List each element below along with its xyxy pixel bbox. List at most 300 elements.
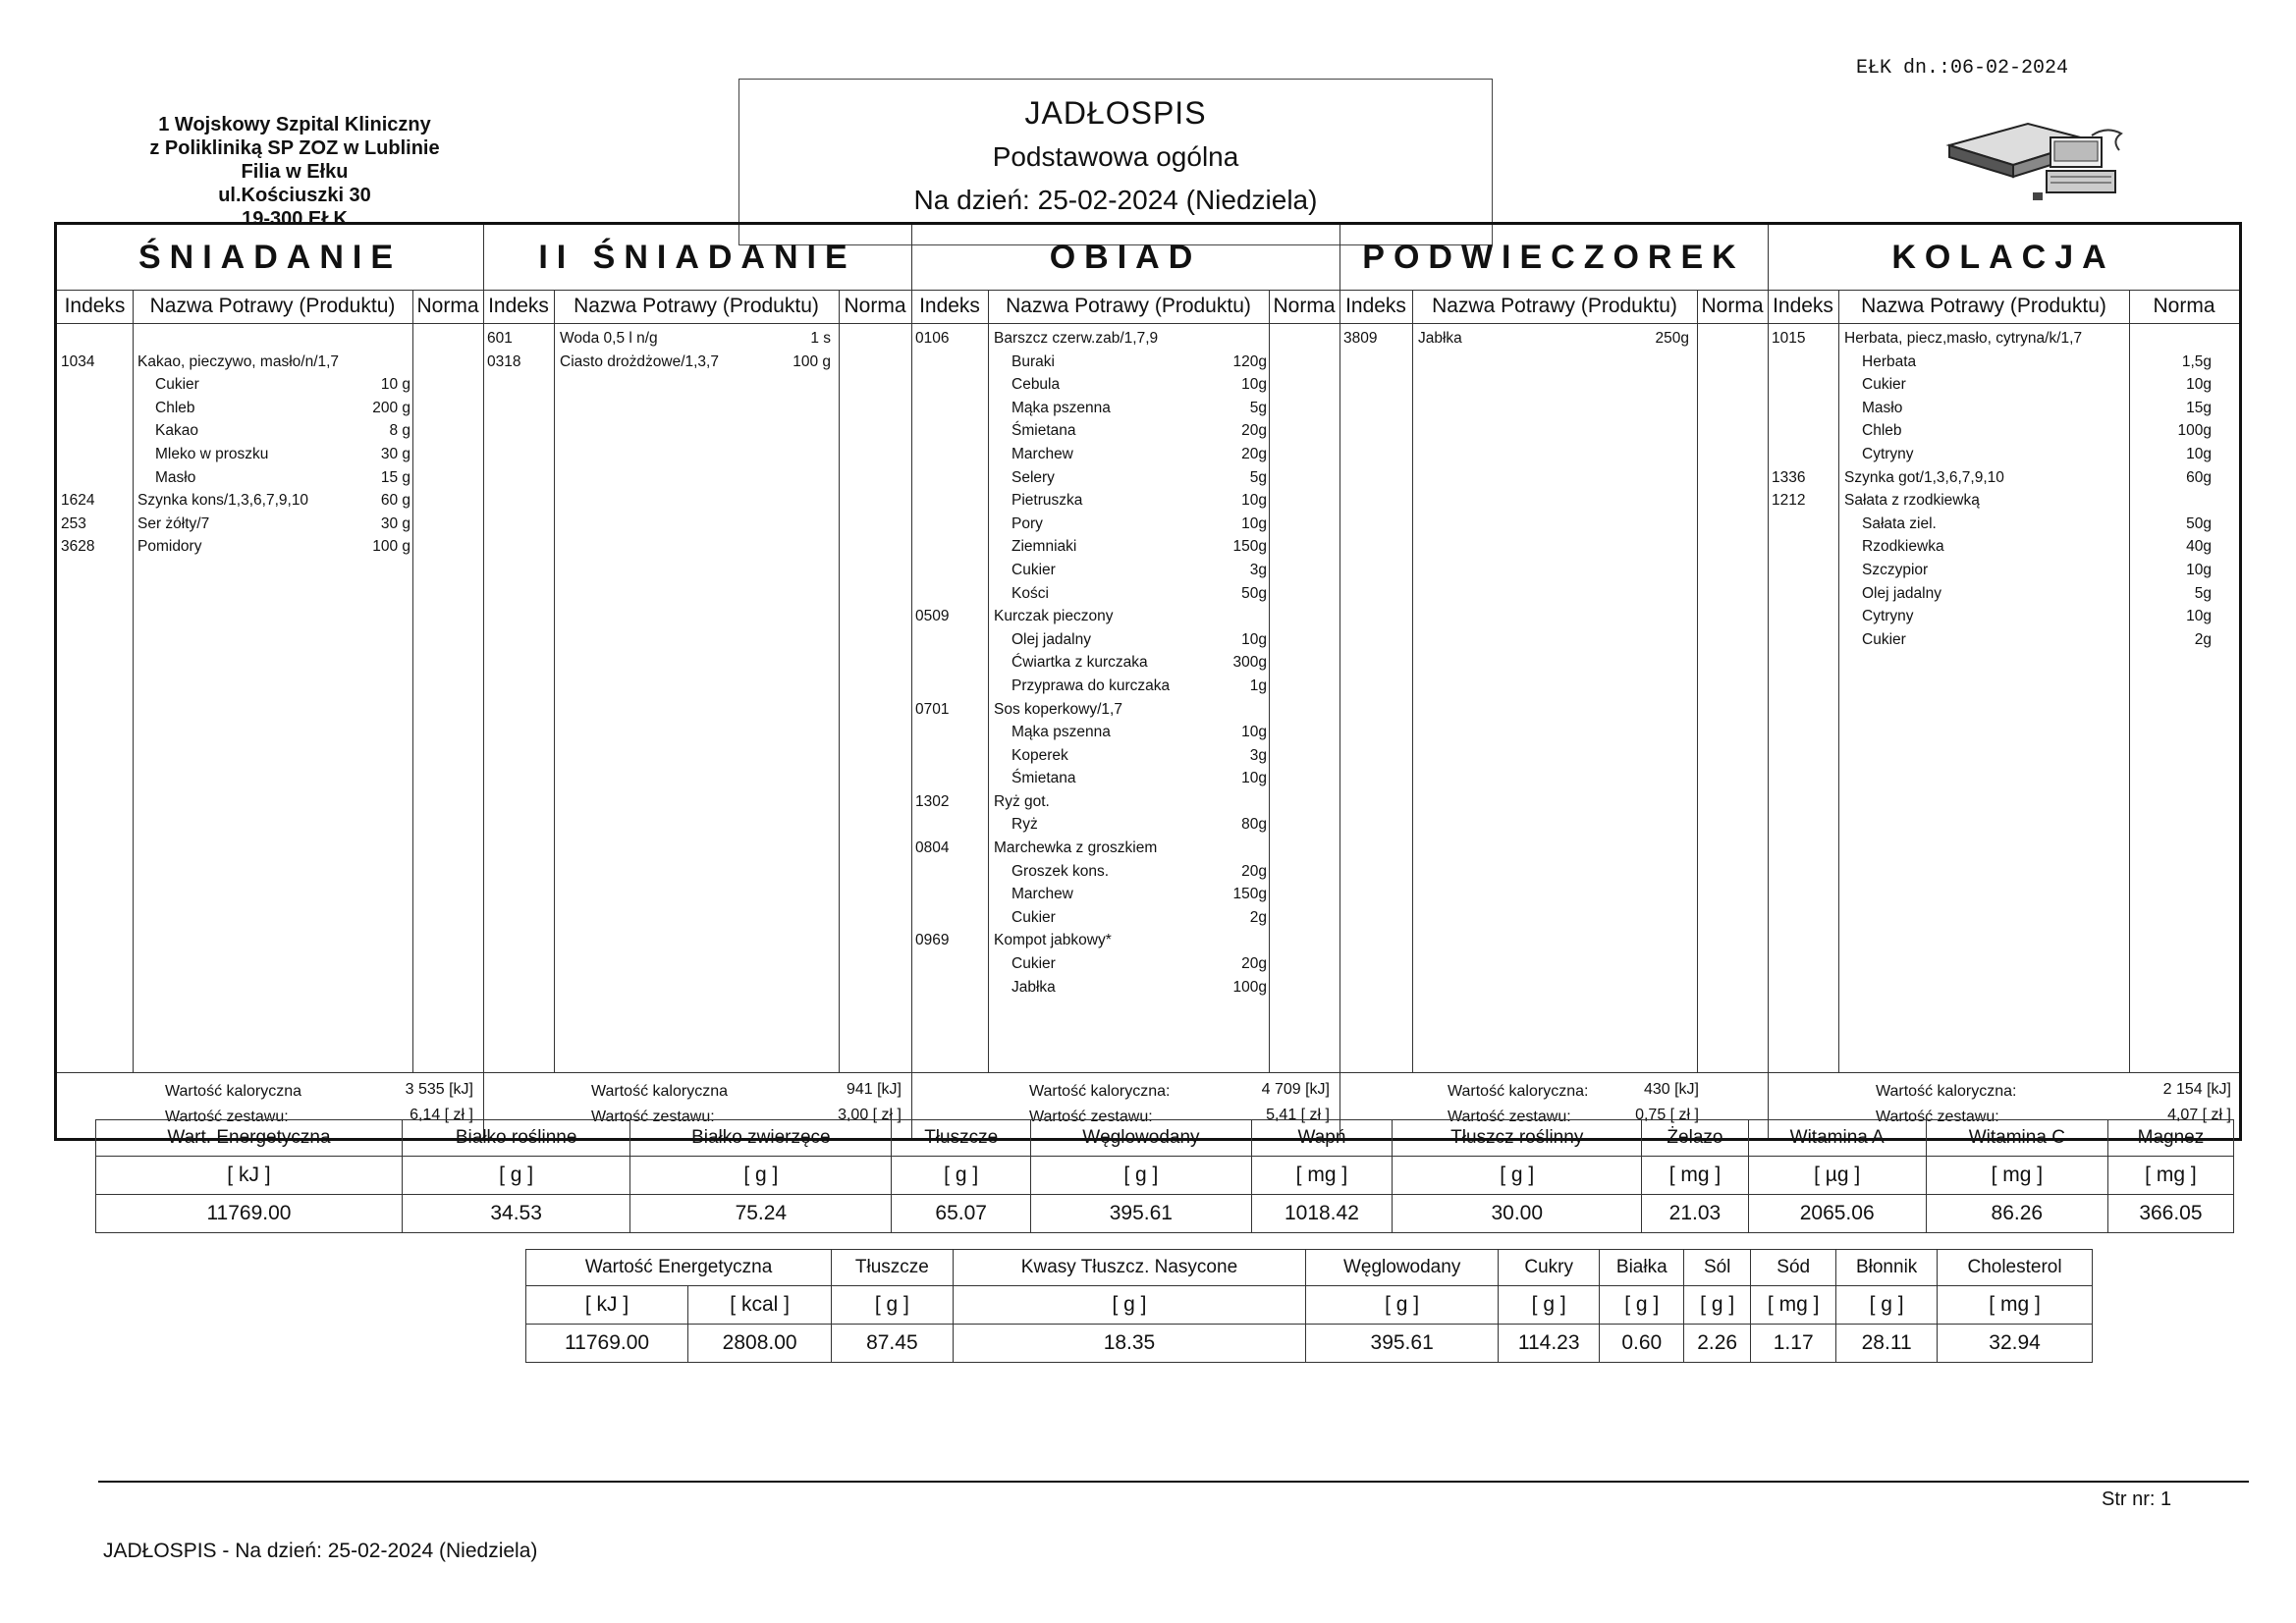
menu-row: [57, 419, 483, 443]
menu-row-name: Mąka pszenna: [1011, 724, 1111, 741]
menu-row: [911, 698, 1339, 722]
menu-row-name: Pory: [1011, 514, 1043, 532]
menu-row-name: Cebula: [1011, 376, 1061, 394]
menu-row-name: Śmietana: [1011, 770, 1076, 787]
menu-row-norma: 5g: [1249, 399, 1267, 416]
header-index: Indeks: [1768, 290, 1839, 323]
menu-row: [1768, 351, 2239, 374]
menu-row: [911, 976, 1339, 1000]
nutrition2-header: Wartość Energetyczna: [526, 1250, 832, 1286]
menu-row: [1768, 327, 2239, 351]
menu-row: [911, 513, 1339, 536]
nutrition-header: Wart. Energetyczna: [96, 1120, 403, 1157]
nutrition-value: 21.03: [1642, 1195, 1748, 1233]
menu-row-norma: 10g: [1241, 514, 1267, 532]
menu-row-index: 0318: [487, 352, 521, 370]
hospital-name: 1 Wojskowy Szpital Kliniczny: [158, 114, 431, 135]
menu-row: [911, 443, 1339, 466]
menu-row-name: Ryż got.: [994, 792, 1050, 810]
menu-row-norma: 10g: [1241, 376, 1267, 394]
column-headers: [911, 290, 1339, 324]
nutrition-unit-row: [96, 1157, 2234, 1195]
zest-label: Wartość zestawu:: [1029, 1109, 1153, 1125]
nutrition2-value: 87.45: [832, 1325, 953, 1363]
menu-row-norma: 2g: [1249, 908, 1267, 926]
menu-row-norma: 10g: [1241, 770, 1267, 787]
meal-rows: [1768, 327, 2239, 651]
menu-row-name: Mleko w proszku: [155, 445, 269, 462]
meal-rows: [483, 327, 911, 373]
menu-row-name: Kompot jabkowy*: [994, 932, 1112, 949]
menu-row: [57, 466, 483, 490]
nutrition-unit: [ mg ]: [1251, 1157, 1393, 1195]
menu-row: [911, 860, 1339, 884]
nutrition2-unit: [ g ]: [832, 1286, 953, 1325]
document-title: JADŁOSPIS: [1024, 95, 1207, 131]
menu-row-name: Koperek: [1011, 746, 1068, 764]
header-norma: Norma: [2153, 295, 2215, 317]
nutrition-value: 75.24: [630, 1195, 892, 1233]
menu-row-norma: 5g: [2194, 584, 2212, 602]
menu-row: [57, 443, 483, 466]
menu-row-name: Pomidory: [137, 538, 202, 556]
menu-row-norma: 250g: [1655, 330, 1689, 347]
nutrition-unit: [ µg ]: [1748, 1157, 1926, 1195]
menu-row: [911, 675, 1339, 698]
nutrition-header-row: [96, 1120, 2234, 1157]
menu-row-name: Rzodkiewka: [1862, 538, 1944, 556]
nutrition2-value: 28.11: [1836, 1325, 1938, 1363]
zest-value: 3,00 [ zł ]: [838, 1107, 902, 1123]
nutrition-header: Magnez: [2107, 1120, 2233, 1157]
menu-row-name: Herbata: [1862, 352, 1917, 370]
nutrition2-header: Węglowodany: [1306, 1250, 1499, 1286]
nutrition2-value: 11769.00: [526, 1325, 688, 1363]
menu-row-norma: 20g: [1241, 955, 1267, 973]
menu-row-name: Masło: [1862, 399, 1903, 416]
nutrition2-unit: [ mg ]: [1938, 1286, 2093, 1325]
menu-row-name: Marchewka z groszkiem: [994, 839, 1158, 857]
menu-row: [911, 721, 1339, 744]
kal-value: 4 709 [kJ]: [1261, 1081, 1330, 1098]
menu-row: [1768, 535, 2239, 559]
menu-row-norma: 10g: [2186, 608, 2212, 625]
column-headers: [57, 290, 483, 324]
header-norma: Norma: [1701, 295, 1764, 317]
menu-row-name: Cukier: [1862, 630, 1906, 648]
nutrition2-header: Cholesterol: [1938, 1250, 2093, 1286]
menu-row-name: Marchew: [1011, 886, 1073, 903]
menu-row: [1768, 489, 2239, 513]
nutrition2-header: Kwasy Tłuszcz. Nasycone: [953, 1250, 1306, 1286]
menu-row-norma: 8 g: [389, 422, 410, 440]
nutrition-header: Witamina A: [1748, 1120, 1926, 1157]
menu-row: [1768, 373, 2239, 397]
nutrition-header: Białko roślinne: [402, 1120, 629, 1157]
meal-title: II ŚNIADANIE: [483, 225, 911, 291]
menu-row-index: 1212: [1772, 492, 1806, 510]
nutrition2-header: Błonnik: [1836, 1250, 1938, 1286]
nutrition2-header: Tłuszcze: [832, 1250, 953, 1286]
diet-name: Podstawowa ogólna: [992, 141, 1239, 172]
menu-row-norma: 300g: [1232, 654, 1267, 672]
zest-value: 4,07 [ zł ]: [2167, 1107, 2231, 1123]
kal-value: 3 535 [kJ]: [405, 1081, 473, 1098]
menu-row: [911, 628, 1339, 652]
menu-row-index: 0106: [915, 330, 950, 347]
menu-row: [911, 351, 1339, 374]
hospital-street: ul.Kościuszki 30: [218, 185, 371, 206]
nutrition-value: 2065.06: [1748, 1195, 1926, 1233]
menu-row-norma: 150g: [1232, 886, 1267, 903]
menu-row-norma: 10g: [1241, 630, 1267, 648]
nutrition2-unit: [ kcal ]: [688, 1286, 832, 1325]
menu-row: [1768, 582, 2239, 606]
header-name: Nazwa Potrawy (Produktu): [1838, 290, 2130, 323]
menu-row-name: Jabłka: [1011, 978, 1056, 996]
menu-row: [911, 419, 1339, 443]
nutrition-unit: [ kJ ]: [96, 1157, 403, 1195]
zest-value: 6,14 [ zł ]: [410, 1107, 473, 1123]
menu-row-index: 3628: [61, 538, 95, 556]
nutrition-header: Tłuszcz roślinny: [1393, 1120, 1642, 1157]
menu-row: [57, 397, 483, 420]
menu-row-name: Kakao: [155, 422, 198, 440]
menu-row-name: Olej jadalny: [1862, 584, 1941, 602]
hospital-branch: Filia w Ełku: [241, 161, 349, 183]
menu-row-name: Cukier: [155, 376, 199, 394]
menu-row: [911, 744, 1339, 768]
menu-row-index: 1302: [915, 792, 950, 810]
kal-label: Wartość kaloryczna:: [1448, 1083, 1589, 1100]
header-norma: Norma: [1273, 295, 1336, 317]
menu-row-index: 0804: [915, 839, 950, 857]
menu-row: [1339, 327, 1768, 351]
menu-row-name: Mąka pszenna: [1011, 399, 1111, 416]
menu-row-index: 0509: [915, 608, 950, 625]
menu-row: [483, 351, 911, 374]
meal-rows: [911, 327, 1339, 999]
menu-row: [57, 489, 483, 513]
menu-row-norma: 200 g: [372, 399, 410, 416]
menu-row: [1768, 628, 2239, 652]
menu-row-norma: 100 g: [372, 538, 410, 556]
kal-label: Wartość kaloryczna: [591, 1083, 728, 1100]
header-index: Indeks: [57, 290, 134, 323]
menu-row-norma: 10g: [2186, 376, 2212, 394]
menu-row-norma: 20g: [1241, 862, 1267, 880]
nutrition-unit: [ mg ]: [1926, 1157, 2107, 1195]
meal-rows: [1339, 327, 1768, 351]
nutrition2-value: 0.60: [1600, 1325, 1684, 1363]
meal-rows: [57, 327, 483, 559]
menu-row-name: Masło: [155, 468, 196, 486]
menu-row-name: Ziemniaki: [1011, 538, 1077, 556]
nutrition-header: Węglowodany: [1031, 1120, 1252, 1157]
menu-row-name: Buraki: [1011, 352, 1055, 370]
nutrition-unit: [ g ]: [630, 1157, 892, 1195]
menu-row: [911, 651, 1339, 675]
menu-row-norma: 3g: [1249, 561, 1267, 578]
nutrition2-value: 395.61: [1306, 1325, 1499, 1363]
nutrition2-header: Sól: [1684, 1250, 1751, 1286]
header-name: Nazwa Potrawy (Produktu): [133, 290, 413, 323]
meal-column-obiad: [911, 225, 1340, 1138]
menu-row-name: Chleb: [155, 399, 195, 416]
menu-row-norma: 30 g: [380, 514, 410, 532]
nutrition-value: 30.00: [1393, 1195, 1642, 1233]
menu-row-norma: 20g: [1241, 445, 1267, 462]
menu-row-norma: 10g: [1241, 724, 1267, 741]
nutrition-header: Wapń: [1251, 1120, 1393, 1157]
menu-row: [911, 952, 1339, 976]
menu-row-name: Ryż: [1011, 816, 1038, 834]
menu-row: [911, 559, 1339, 582]
menu-row-name: Cukier: [1011, 955, 1056, 973]
nutrition-value: 34.53: [402, 1195, 629, 1233]
menu-row-norma: 1,5g: [2181, 352, 2212, 370]
zest-value: 0,75 [ zł ]: [1635, 1107, 1699, 1123]
nutrition2-unit: [ g ]: [1498, 1286, 1599, 1325]
menu-row: [483, 327, 911, 351]
menu-row-norma: 10g: [2186, 561, 2212, 578]
nutrition2-unit: [ g ]: [1600, 1286, 1684, 1325]
menu-row-name: Cukier: [1011, 908, 1056, 926]
menu-row: [57, 535, 483, 559]
menu-row: [911, 397, 1339, 420]
header-norma: Norma: [844, 295, 906, 317]
zest-label: Wartość zestawu:: [165, 1109, 289, 1125]
column-headers: [1768, 290, 2239, 324]
menu-row-name: Marchew: [1011, 445, 1073, 462]
menu-row-norma: 100 g: [793, 352, 831, 370]
menu-row: [911, 906, 1339, 930]
nutrition2-header: Sód: [1751, 1250, 1836, 1286]
menu-row: [911, 466, 1339, 490]
nutrition2-value-row: [526, 1325, 2093, 1363]
page-number: Str nr: 1: [2102, 1488, 2172, 1510]
nutrition2-unit: [ g ]: [1836, 1286, 1938, 1325]
menu-row-norma: 10g: [1241, 492, 1267, 510]
meal-column-ii-sniadanie: [483, 225, 912, 1138]
menu-row-name: Szynka got/1,3,6,7,9,10: [1844, 468, 2004, 486]
menu-row: [1768, 419, 2239, 443]
menu-row: [1768, 397, 2239, 420]
menu-row: [57, 373, 483, 397]
header-name: Nazwa Potrawy (Produktu): [554, 290, 840, 323]
menu-row-index: 1624: [61, 492, 95, 510]
menu-row-name: Kurczak pieczony: [994, 608, 1114, 625]
menu-row-name: Cytryny: [1862, 608, 1914, 625]
menu-row-index: 601: [487, 330, 513, 347]
menu-row: [911, 373, 1339, 397]
menu-row-index: 0969: [915, 932, 950, 949]
menu-row-name: Szynka kons/1,3,6,7,9,10: [137, 492, 309, 510]
menu-row-name: Jabłka: [1418, 330, 1462, 347]
menu-row-norma: 50g: [2186, 514, 2212, 532]
menu-row-name: Przyprawa do kurczaka: [1011, 676, 1171, 694]
hospital-address: [113, 113, 476, 231]
nutrition2-value: 18.35: [953, 1325, 1306, 1363]
menu-row: [911, 582, 1339, 606]
menu-row-name: Herbata, piecz,masło, cytryna/k/1,7: [1844, 330, 2083, 347]
menu-row-name: Ser żółty/7: [137, 514, 210, 532]
menu-row: [57, 351, 483, 374]
nutrition2-value: 2808.00: [688, 1325, 832, 1363]
nutrition-header: Witamina C: [1926, 1120, 2107, 1157]
menu-row-name: Sos koperkowy/1,7: [994, 700, 1122, 718]
header-name: Nazwa Potrawy (Produktu): [988, 290, 1270, 323]
header-index: Indeks: [483, 290, 555, 323]
menu-row: [911, 327, 1339, 351]
menu-row-norma: 60g: [2186, 468, 2212, 486]
menu-row: [911, 883, 1339, 906]
nutrition2-unit: [ g ]: [953, 1286, 1306, 1325]
meal-title: OBIAD: [911, 225, 1339, 291]
menu-row-norma: 100g: [1232, 978, 1267, 996]
nutrition-header: Tłuszcze: [892, 1120, 1031, 1157]
hospital-parent: z Polikliniką SP ZOZ w Lublinie: [149, 137, 440, 159]
menu-date: Na dzień: 25-02-2024 (Niedziela): [913, 185, 1318, 215]
zest-label: Wartość zestawu:: [1876, 1109, 1999, 1125]
menu-row: [1768, 513, 2239, 536]
column-headers: [1339, 290, 1768, 324]
menu-row-index: 253: [61, 514, 86, 532]
nutrition-summary-table: [95, 1119, 2234, 1233]
menu-row-name: Sałata ziel.: [1862, 514, 1937, 532]
nutrition-unit: [ g ]: [892, 1157, 1031, 1195]
laptop-illustration-icon: [1944, 106, 2131, 204]
menu-row-norma: 15 g: [380, 468, 410, 486]
menu-row: [911, 605, 1339, 628]
meal-column-podwieczorek: [1339, 225, 1769, 1138]
menu-row: [911, 790, 1339, 814]
menu-row-name: Kości: [1011, 584, 1049, 602]
menu-row-norma: 30 g: [380, 445, 410, 462]
menu-row-name: Pietruszka: [1011, 492, 1083, 510]
nutrition-unit: [ g ]: [1031, 1157, 1252, 1195]
menu-row: [911, 535, 1339, 559]
header-norma: Norma: [416, 295, 479, 317]
nutrition-value: 11769.00: [96, 1195, 403, 1233]
menu-row-norma: 100g: [2177, 422, 2212, 440]
menu-row: [911, 767, 1339, 790]
menu-row-name: Cukier: [1011, 561, 1056, 578]
nutrition-label-table: [525, 1249, 2093, 1363]
menu-row-index: 0701: [915, 700, 950, 718]
nutrition-unit: [ g ]: [402, 1157, 629, 1195]
menu-row-norma: 10g: [2186, 445, 2212, 462]
meal-column-kolacja: [1768, 225, 2239, 1138]
nutrition2-unit: [ g ]: [1684, 1286, 1751, 1325]
menu-row-norma: 1 s: [810, 330, 831, 347]
menu-row-name: Sałata z rzodkiewką: [1844, 492, 1980, 510]
menu-row-name: Chleb: [1862, 422, 1902, 440]
menu-row-name: Barszcz czerw.zab/1,7,9: [994, 330, 1159, 347]
kal-value: 941 [kJ]: [846, 1081, 902, 1098]
zest-value: 5,41 [ zł ]: [1266, 1107, 1330, 1123]
nutrition-header: Białko zwierzęce: [630, 1120, 892, 1157]
menu-row-index: 1015: [1772, 330, 1806, 347]
meal-title: KOLACJA: [1768, 225, 2239, 291]
kal-value: 2 154 [kJ]: [2162, 1081, 2231, 1098]
nutrition2-header-row: [526, 1250, 2093, 1286]
menu-row-name: Selery: [1011, 468, 1055, 486]
zest-label: Wartość zestawu:: [1448, 1109, 1571, 1125]
menu-row: [911, 837, 1339, 860]
nutrition2-header: Białka: [1600, 1250, 1684, 1286]
meal-title: ŚNIADANIE: [57, 225, 483, 291]
nutrition2-unit: [ g ]: [1306, 1286, 1499, 1325]
menu-row-name: Śmietana: [1011, 422, 1076, 440]
menu-row-norma: 50g: [1241, 584, 1267, 602]
menu-row-norma: 10 g: [380, 376, 410, 394]
title-box: [738, 79, 1493, 245]
menu-row-name: Ciasto drożdżowe/1,3,7: [560, 352, 719, 370]
nutrition2-unit: [ kJ ]: [526, 1286, 688, 1325]
nutrition2-unit: [ mg ]: [1751, 1286, 1836, 1325]
header-index: Indeks: [911, 290, 989, 323]
menu-row-name: Szczypior: [1862, 561, 1929, 578]
nutrition-value: 366.05: [2107, 1195, 2233, 1233]
menu-row-norma: 150g: [1232, 538, 1267, 556]
column-headers: [483, 290, 911, 324]
nutrition-value: 395.61: [1031, 1195, 1252, 1233]
menu-row-norma: 15g: [2186, 399, 2212, 416]
nutrition2-value: 114.23: [1498, 1325, 1599, 1363]
nutrition2-value: 1.17: [1751, 1325, 1836, 1363]
meal-title: PODWIECZOREK: [1339, 225, 1768, 291]
menu-row-norma: 5g: [1249, 468, 1267, 486]
nutrition-unit: [ mg ]: [1642, 1157, 1748, 1195]
nutrition-value: 1018.42: [1251, 1195, 1393, 1233]
page-footer-text: JADŁOSPIS - Na dzień: 25-02-2024 (Niedziela): [103, 1540, 538, 1562]
kal-label: Wartość kaloryczna:: [1029, 1083, 1171, 1100]
menu-table: [54, 222, 2242, 1141]
print-date: EŁK dn.:06-02-2024: [1856, 57, 2069, 80]
header-index: Indeks: [1339, 290, 1413, 323]
menu-row-index: 1336: [1772, 468, 1806, 486]
zest-label: Wartość zestawu:: [591, 1109, 715, 1125]
nutrition2-header: Cukry: [1498, 1250, 1599, 1286]
menu-row-norma: 60 g: [380, 492, 410, 510]
menu-row-index: 1034: [61, 352, 95, 370]
menu-row: [911, 489, 1339, 513]
footer-divider: [98, 1481, 2249, 1483]
menu-row-name: Kakao, pieczywo, masło/n/1,7: [137, 352, 340, 370]
nutrition-value: 65.07: [892, 1195, 1031, 1233]
menu-row: [1768, 605, 2239, 628]
menu-row: [911, 929, 1339, 952]
menu-row-name: Cytryny: [1862, 445, 1914, 462]
menu-row: [1768, 559, 2239, 582]
nutrition-unit: [ mg ]: [2107, 1157, 2233, 1195]
menu-row: [1768, 443, 2239, 466]
menu-row: [1768, 466, 2239, 490]
kal-value: 430 [kJ]: [1643, 1081, 1699, 1098]
nutrition2-value: 2.26: [1684, 1325, 1751, 1363]
menu-row-name: Cukier: [1862, 376, 1906, 394]
menu-row: [57, 513, 483, 536]
menu-row: [911, 813, 1339, 837]
meal-column-sniadanie: [57, 225, 484, 1138]
nutrition-header: Żelazo: [1642, 1120, 1748, 1157]
nutrition2-value: 32.94: [1938, 1325, 2093, 1363]
menu-row-name: Groszek kons.: [1011, 862, 1110, 880]
menu-row: [57, 327, 483, 351]
menu-row-norma: 80g: [1241, 816, 1267, 834]
nutrition-unit: [ g ]: [1393, 1157, 1642, 1195]
